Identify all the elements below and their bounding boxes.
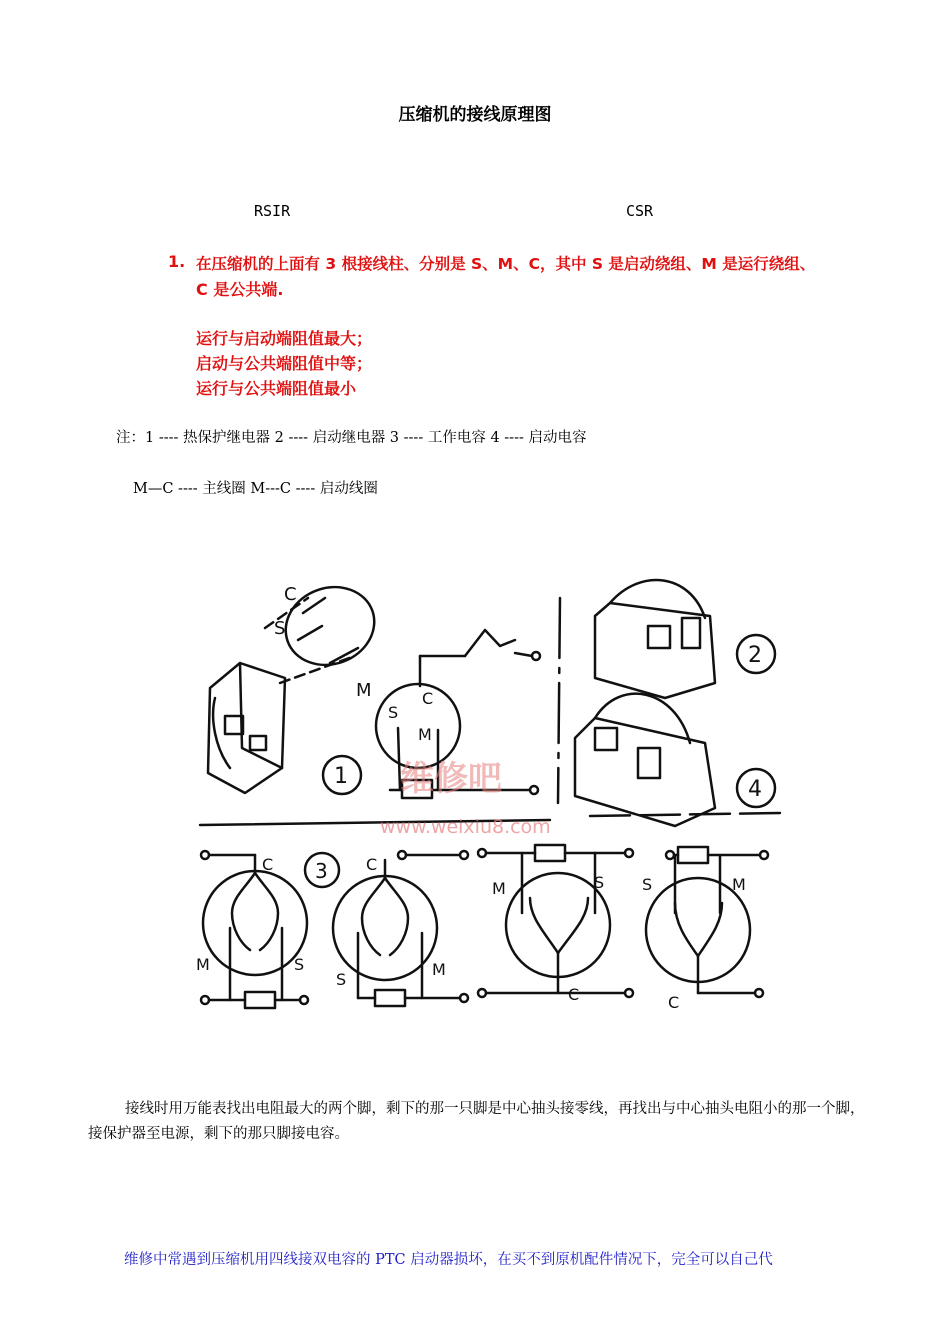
relay-letter-m: M — [418, 725, 432, 744]
start-capacitor-block — [575, 694, 715, 826]
diagram-c-letter-m: M — [492, 879, 506, 898]
disk-letter-c: C — [284, 584, 297, 605]
badge-3-label: 3 — [315, 859, 328, 883]
diagram-b-letter-s: S — [336, 970, 347, 989]
diagram-d-letter-m: M — [732, 875, 746, 894]
body-paragraph: 接线时用万能表找出电阻最大的两个脚，剩下的那一只脚是中心抽头接零线，再找出与中心抽头电阻小的那一个脚，接保护器至电源，剩下的那只脚接电容。 — [88, 1101, 865, 1142]
diagram-a-letter-s: S — [294, 955, 305, 974]
badge-2-label: 2 — [748, 643, 762, 668]
diagram-d-letter-c: C — [668, 993, 680, 1012]
point-line-1: 在压缩机的上面有 3 根接线柱、分别是 S、M、C，其中 S 是启动绕组、M 是运行绕组、 — [196, 255, 816, 273]
diagram-c-letter-s: S — [594, 873, 605, 892]
wiring-diagram-b — [333, 851, 468, 1006]
badge-4-label: 4 — [748, 777, 762, 802]
start-relay-block — [595, 580, 715, 698]
wiring-diagram-c — [478, 845, 633, 997]
watermark-cn: 维修吧 — [400, 759, 502, 799]
resistance-line-1: 运行与启动端阻值最大； — [196, 329, 373, 348]
diagram-a-letter-m: M — [196, 955, 210, 974]
diagram-c-letter-c: C — [568, 985, 580, 1004]
wiring-diagram-d — [646, 847, 768, 997]
note-line-2: M—C ---- 主线圈 M---C ---- 启动线圈 — [133, 481, 378, 497]
disk-letter-m: M — [356, 680, 372, 701]
resistance-line-2: 启动与公共端阻值中等； — [196, 354, 373, 373]
point-line-2: C 是公共端. — [196, 280, 284, 299]
point-number: 1. — [168, 252, 186, 271]
wiring-diagram-a — [201, 851, 308, 1008]
label-csr: CSR — [626, 202, 654, 220]
relay-letter-s: S — [388, 703, 399, 722]
bottom-line: 维修中常遇到压缩机用四线接双电容的 PTC 启动器损坏，在买不到原机配件情况下，完全可以自己代 — [124, 1252, 773, 1268]
thermal-protector — [208, 663, 285, 793]
relay-letter-c: C — [422, 689, 434, 708]
diagram-a-letter-c: C — [262, 855, 274, 874]
note-line-1: 注：1 ---- 热保护继电器 2 ---- 启动继电器 3 ---- 工作电容 4 ---- 启动电容 — [116, 430, 587, 446]
wiring-diagram — [170, 568, 800, 1018]
diagram-d-letter-s: S — [642, 875, 653, 894]
diagram-b-letter-m: M — [432, 960, 446, 979]
resistance-line-3: 运行与公共端阻值最小 — [196, 379, 357, 398]
watermark-url: www.weixiu8.com — [380, 816, 551, 838]
badge-1-label: 1 — [334, 764, 348, 789]
page-title: 压缩机的接线原理图 — [398, 105, 552, 125]
label-rsir: RSIR — [254, 202, 291, 220]
disk-letter-s: S — [274, 618, 286, 639]
diagram-b-letter-c: C — [366, 855, 378, 874]
